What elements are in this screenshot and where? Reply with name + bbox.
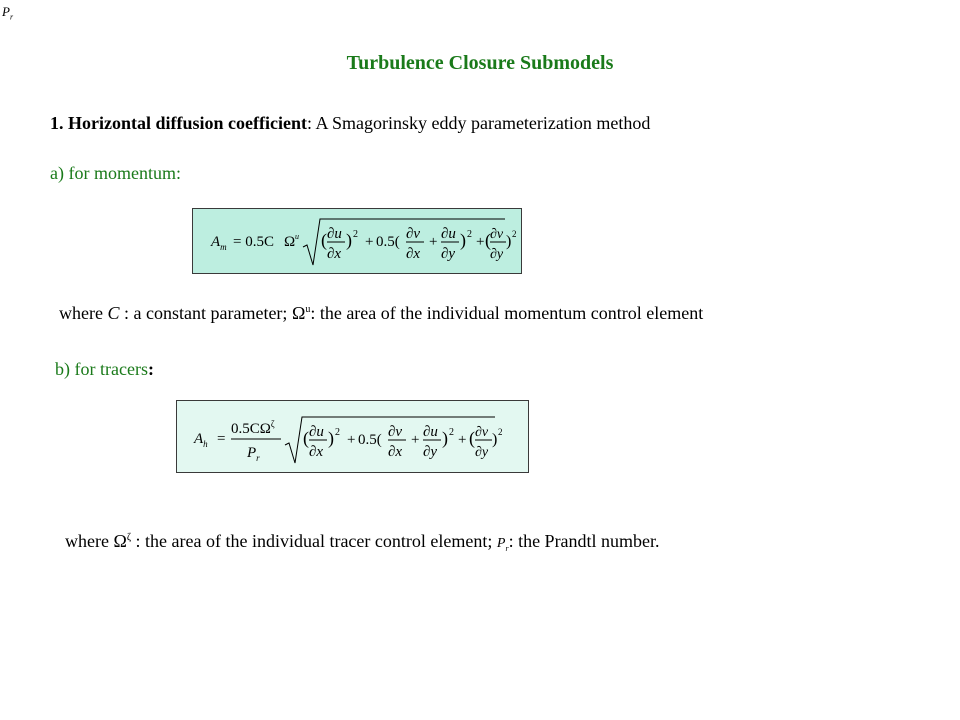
svg-text:∂u: ∂u [423,424,438,440]
formula-lhs: $A_m$ [211,234,227,252]
paren-open-3: ( [485,230,491,250]
svg-text:+: + [458,432,467,448]
sq-1: 2 [353,229,358,240]
omega-symbol: Ω [291,303,306,323]
tracers-where-text: where $\Omega^\zeta$ : the area of the individual tracer control element; $P_r$: the Prandtl number. [65,531,660,553]
tracer-numerator: $0.5C\Omega^\zeta$ [231,419,275,437]
plus-2: + [429,234,438,250]
frac2-num: ∂v [406,226,421,242]
svg-text:∂y: ∂y [475,445,489,460]
momentum-formula [193,209,521,273]
paren-close-1: ) [346,230,352,250]
frac4-num: ∂v [490,227,504,242]
formula-coef: = 0.5C [233,234,274,250]
svg-text:+: + [411,432,420,448]
momentum-where-text: where C : a constant parameter; $\Omega^u$: the area of the individual momentum control element [59,303,704,323]
svg-text:0.5(: 0.5( [358,432,382,448]
paren-close-3: ) [506,233,512,250]
paren-close-2: ) [460,230,466,250]
plus-1: + [365,234,374,250]
svg-text:): ) [328,428,334,448]
svg-text:2: 2 [449,427,454,438]
frac2-den: ∂x [406,246,421,262]
section-number: 1. [50,113,64,133]
prandtl-symbol-corner: $P_r$ [2,4,14,22]
svg-text:∂u: ∂u [309,424,324,440]
svg-text:2: 2 [335,427,340,438]
svg-text:∂x: ∂x [388,444,403,460]
frac3-num: ∂u [441,226,456,242]
prandtl-symbol: $P_r$ [496,536,509,553]
formula-omega-sup: u [295,232,299,241]
section-heading-rest: : A Smagorinsky eddy parameterization method [306,113,651,133]
constant-c: C [107,303,120,323]
svg-text:+: + [347,432,356,448]
svg-text:∂v: ∂v [388,424,403,440]
svg-text:∂x: ∂x [309,444,324,460]
svg-text:): ) [492,431,498,448]
svg-text:∂y: ∂y [423,444,438,460]
section-heading-1 [50,113,650,134]
tracer-denominator: $P_r$ [247,445,260,463]
momentum-formula-box [192,208,522,274]
omega-symbol: Ω [113,531,127,551]
svg-text:(: ( [469,428,475,448]
frac4-den: ∂y [490,247,504,262]
frac1-den: ∂x [327,246,342,262]
tracers-formula-box [176,400,529,473]
paren-open-1: ( [321,230,327,250]
frac1-num: ∂u [327,226,342,242]
formula-lhs: $A_h$ [194,431,208,449]
frac3-den: ∂y [441,246,456,262]
svg-text:2: 2 [498,427,503,437]
section-heading-text: Horizontal diffusion coefficient [68,113,307,133]
svg-text:): ) [442,428,448,448]
sq-3: 2 [512,229,517,239]
plus-3: + [476,234,485,250]
svg-text:∂v: ∂v [475,425,489,440]
sq-2: 2 [467,229,472,240]
page-title: Turbulence Closure Submodels [346,52,614,74]
half: 0.5( [376,234,400,250]
formula-omega: Ω [284,234,296,250]
equals: = [217,431,226,447]
svg-text:(: ( [303,428,309,448]
momentum-label: a) for momentum: [50,163,181,183]
tracers-label: b) for tracers: [55,359,154,379]
tracers-formula [177,401,528,472]
